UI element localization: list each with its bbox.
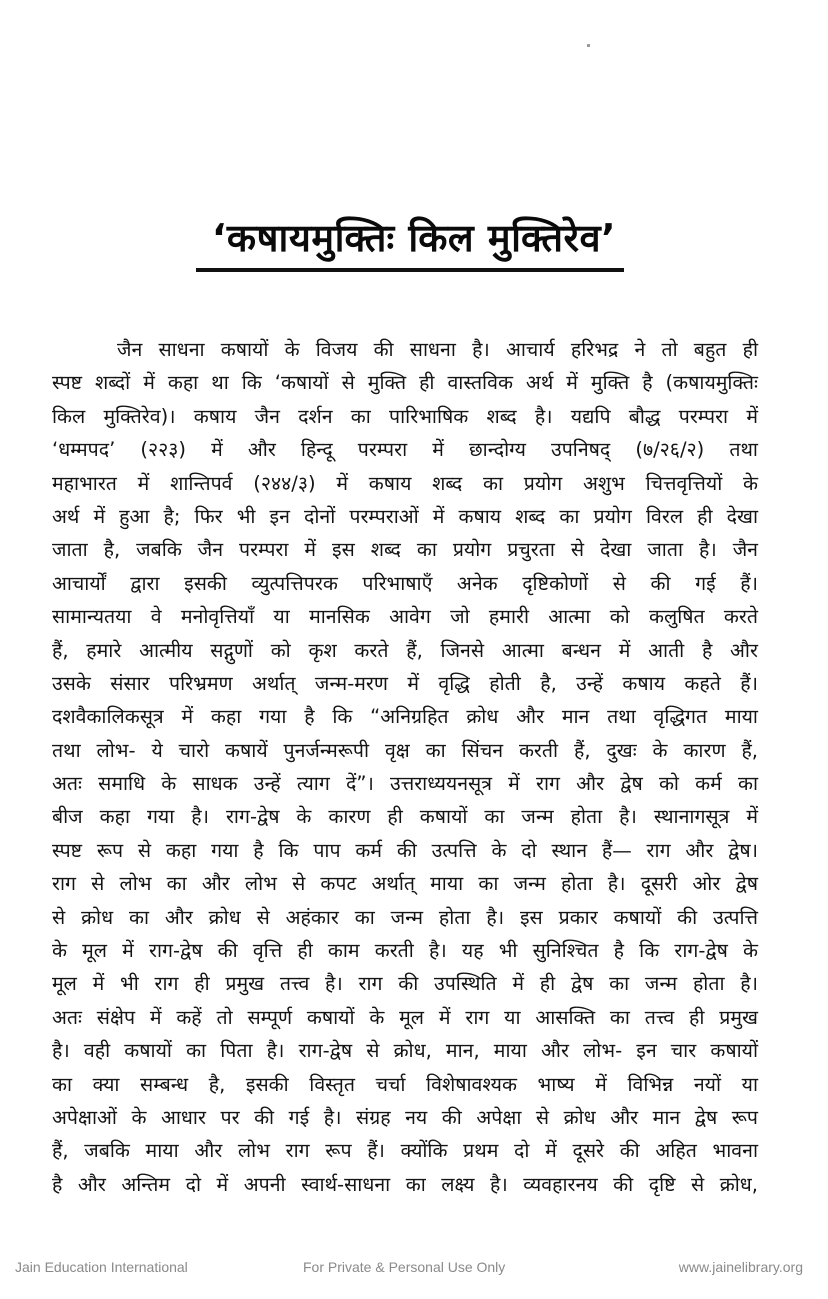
paragraph-line: जाता है, जबकि जैन परम्परा में इस शब्द का प्रयोग प्रचुरता से देखा जाता है। जैन [52,538,758,562]
paragraph-line: हैं, जबकि माया और लोभ राग रूप हैं। क्योंकि प्रथम दो में दूसरे की अहित भावना [52,1139,758,1163]
paragraph-line: है। वही कषायों का पिता है। राग-द्वेष से क्रोध, मान, माया और लोभ- इन चार कषायों [52,1039,758,1063]
footer-usage-notice: For Private & Personal Use Only [303,1259,506,1275]
paragraph-line: का क्या सम्बन्ध है, इसकी विस्तृत चर्चा विशेषावश्यक भाष्य में विभिन्न नयों या [52,1072,758,1096]
paragraph-line: अर्थ में हुआ है; फिर भी इन दोनों परम्पराओं में कषाय शब्द का प्रयोग विरल ही देखा [52,504,758,528]
paragraph-line: अतः समाधि के साधक उन्हें त्याग दें”। उत्तराध्ययनसूत्र में राग और द्वेष को कर्म का [52,772,758,796]
footer-publisher: Jain Education International [15,1259,188,1275]
paragraph-line: सामान्यतया वे मनोवृत्तियाँ या मानसिक आवेग जो हमारी आत्मा को कलुषित करते [52,605,758,629]
paragraph-line: तथा लोभ- ये चारो कषायें पुनर्जन्मरूपी वृक्ष का सिंचन करती हैं, दुखः के कारण हैं, [52,738,758,762]
paragraph-line: अपेक्षाओं के आधार पर की गई है। संग्रह नय की अपेक्षा से क्रोध और मान द्वेष रूप [52,1105,758,1129]
title-underline-rule [196,268,624,272]
page-title: ‘कषायमुक्तिः किल मुक्तिरेव’ [211,216,617,260]
scan-artifact-dot [587,44,590,47]
footer-website-link[interactable]: www.jainelibrary.org [678,1259,803,1275]
paragraph-line: जैन साधना कषायों के विजय की साधना है। आचार्य हरिभद्र ने तो बहुत ही [117,338,758,361]
paragraph-line: हैं, हमारे आत्मीय सद्गुणों को कृश करते हैं, जिनसे आत्मा बन्धन में आती है और [52,638,758,662]
paragraph-line: अतः संक्षेप में कहें तो सम्पूर्ण कषायों के मूल में राग या आसक्ति का तत्त्व ही प्रमुख [52,1005,758,1029]
paragraph-line: मूल में भी राग ही प्रमुख तत्त्व है। राग की उपस्थिति में ही द्वेष का जन्म होता है। [52,972,758,996]
paragraph-line: से क्रोध का और क्रोध से अहंकार का जन्म होता है। इस प्रकार कषायों की उत्पत्ति [52,905,758,929]
page-footer [0,1259,828,1279]
paragraph-line: दशवैकालिकसूत्र में कहा गया है कि “अनिग्रहित क्रोध और मान तथा वृद्धिगत माया [52,705,758,729]
paragraph-line: के मूल में राग-द्वेष की वृत्ति ही काम करती है। यह भी सुनिश्चित है कि राग-द्वेष के [52,939,758,963]
paragraph-line: स्पष्ट रूप से कहा गया है कि पाप कर्म की उत्पत्ति के दो स्थान हैं— राग और द्वेष। [52,838,758,862]
paragraph-line: स्पष्ट शब्दों में कहा था कि ‘कषायों से मुक्ति ही वास्तविक अर्थ में मुक्ति है (कषायमुक्तिः [52,371,758,395]
paragraph-line: उसके संसार परिभ्रमण अर्थात् जन्म-मरण में वृद्धि होती है, उन्हें कषाय कहते हैं। [52,671,758,695]
paragraph-line: महाभारत में शान्तिपर्व (२४४/३) में कषाय शब्द का प्रयोग अशुभ चित्तवृत्तियों के [52,471,758,495]
paragraph-line: राग से लोभ का और लोभ से कपट अर्थात् माया का जन्म होता है। दूसरी ओर द्वेष [52,872,758,896]
paragraph-line: बीज कहा गया है। राग-द्वेष के कारण ही कषायों का जन्म होता है। स्थानागसूत्र में [52,805,758,829]
body-paragraph [52,333,758,1201]
paragraph-line: आचार्यों द्वारा इसकी व्युत्पत्तिपरक परिभाषाएँ अनेक दृष्टिकोणों से की गई हैं। [52,571,758,595]
paragraph-line: किल मुक्तिरेव)। कषाय जैन दर्शन का पारिभाषिक शब्द है। यद्यपि बौद्ध परम्परा में [52,404,758,428]
paragraph-line: है और अन्तिम दो में अपनी स्वार्थ-साधना का लक्ष्य है। व्यवहारनय की दृष्टि से क्रोध, [52,1172,758,1196]
paragraph-line: ‘धम्मपद’ (२२३) में और हिन्दू परम्परा में छान्दोग्य उपनिषद् (७/२६/२) तथा [52,438,758,462]
